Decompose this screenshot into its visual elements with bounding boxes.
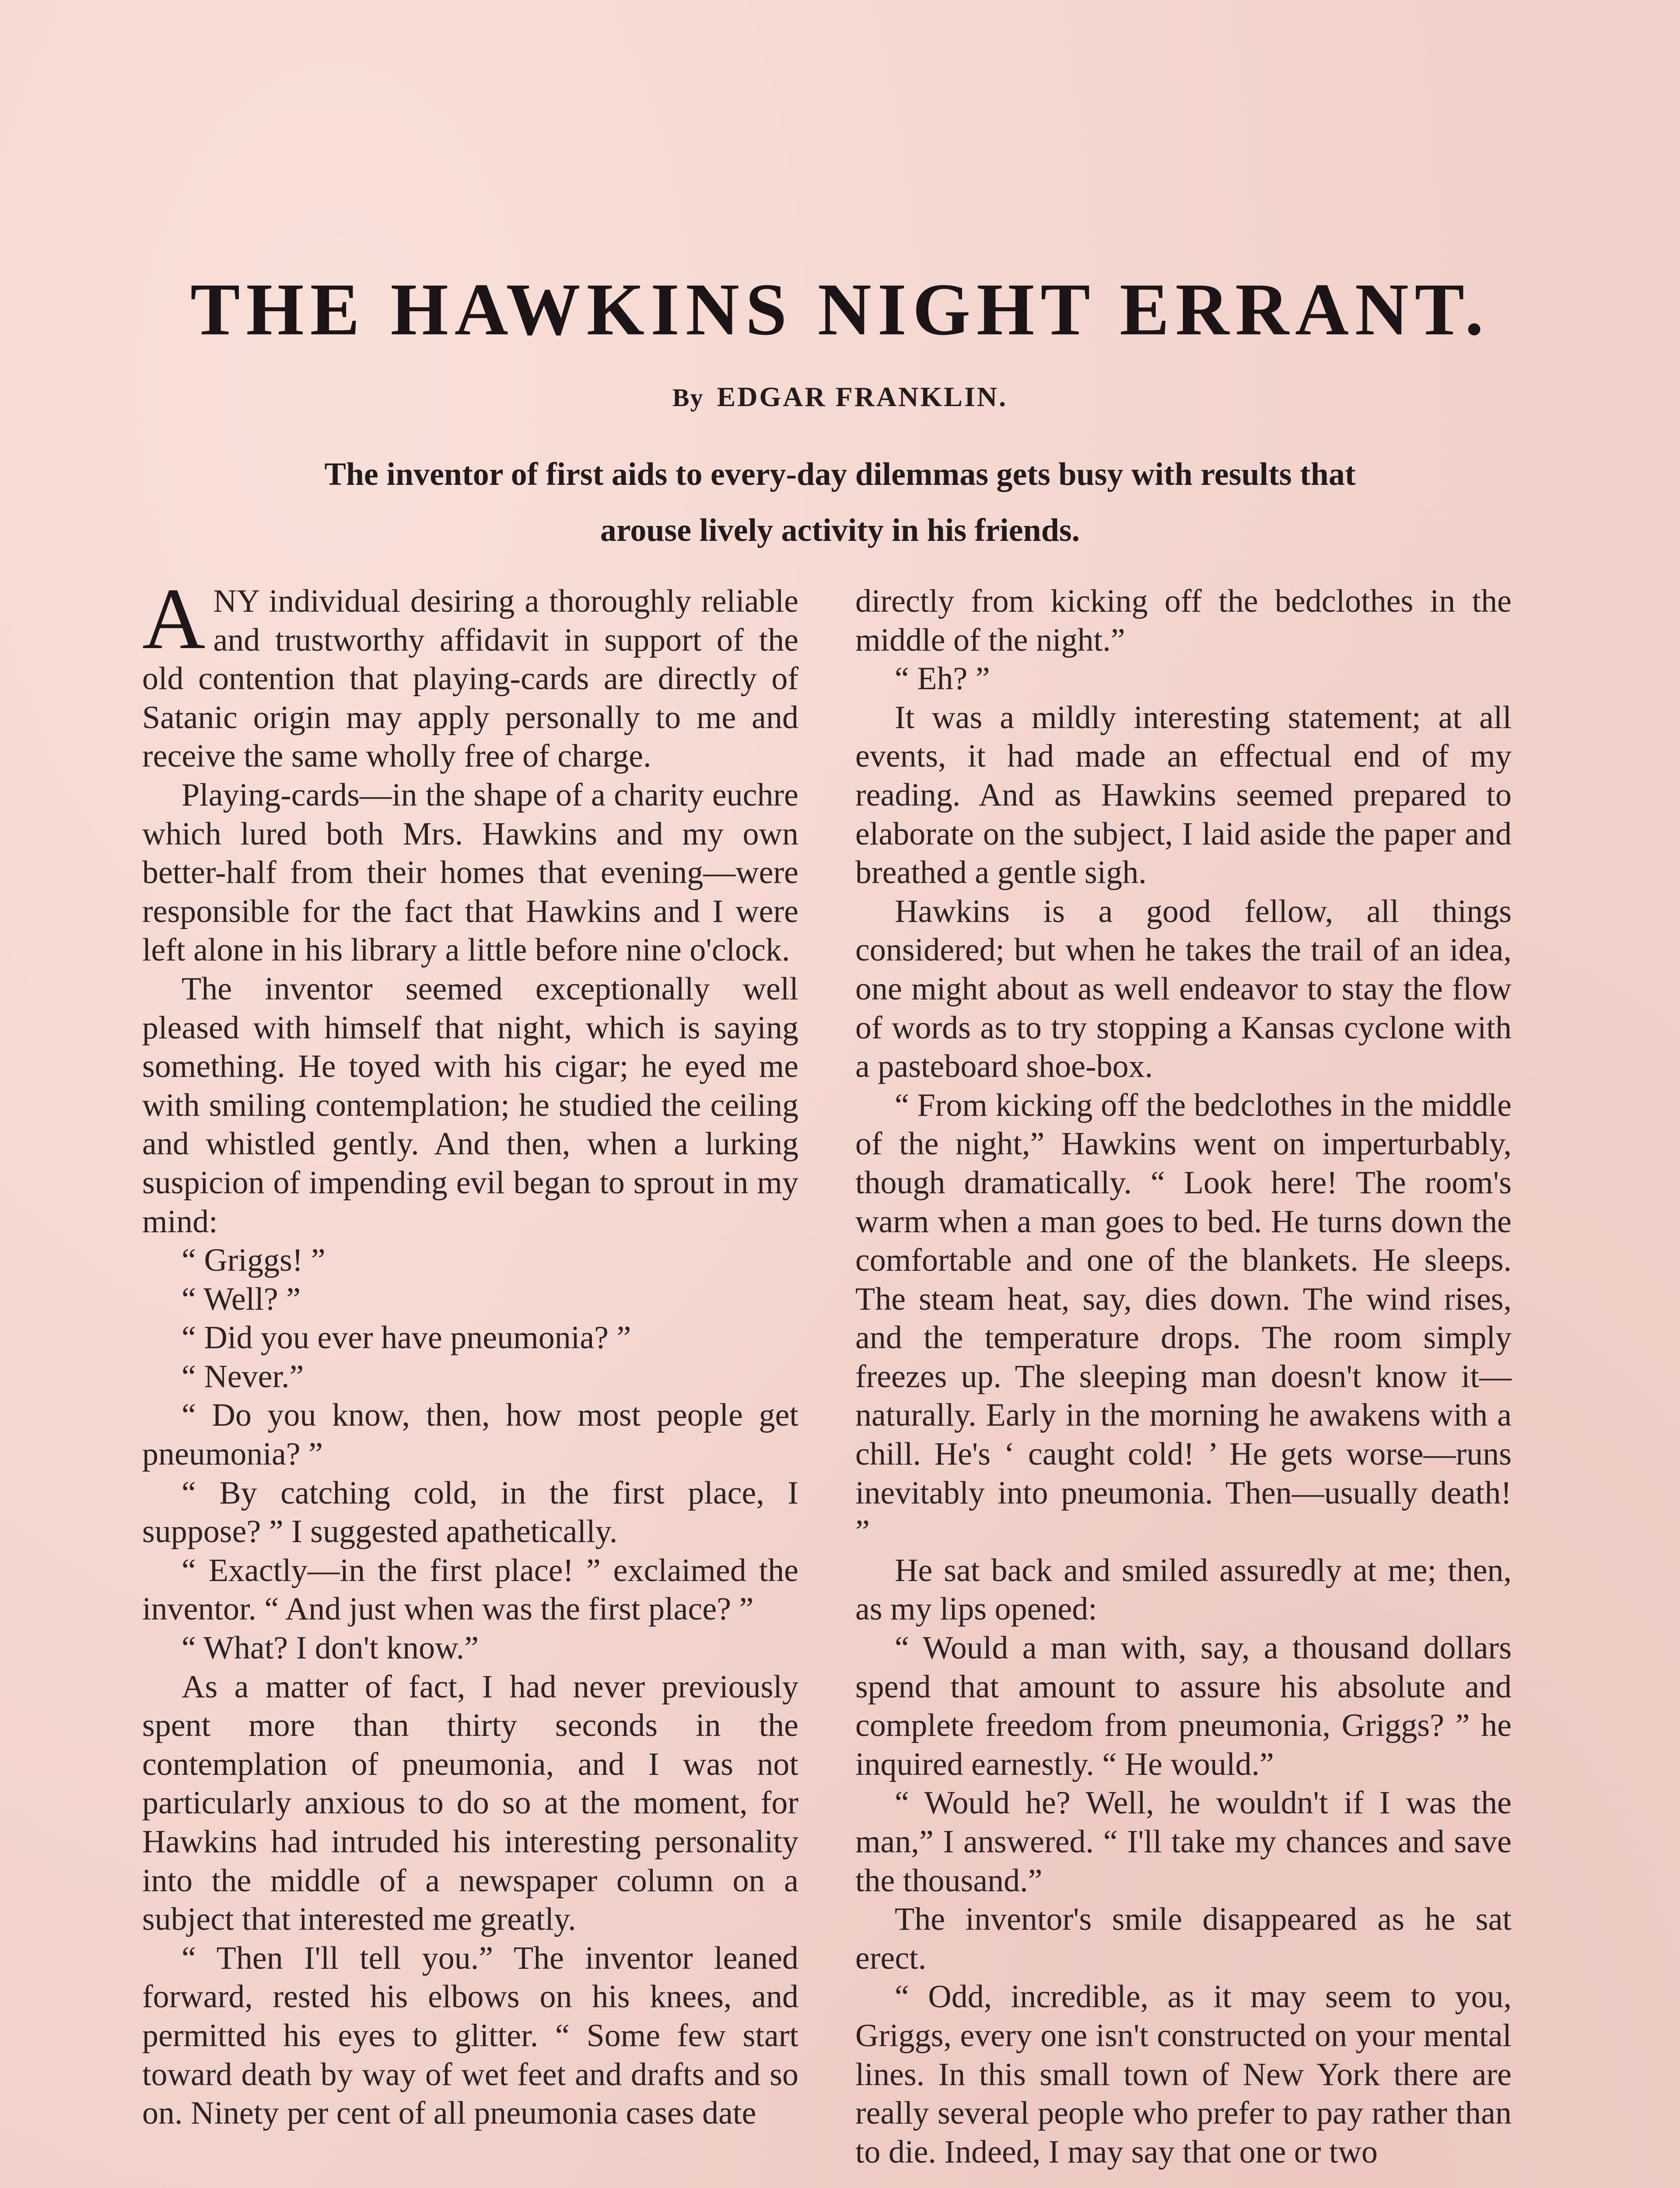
paragraph-text: NY individual desiring a thoroughly reliable and trustworthy affidavit in support of the old contention that playing-cards are directly of Satanic origin may apply personally to me and receive the same wholly free of charge. — [142, 583, 798, 775]
paragraph: “ Then I'll tell you.” The inventor leaned forward, rested his elbows on his knees, and permitted his eyes to glitter. “ Some few start toward death by way of wet feet and drafts and so on. Ninety per cent of all pneumonia cases date — [142, 1940, 798, 2132]
right-column — [855, 582, 1512, 2171]
article-title: THE HAWKINS NIGHT ERRANT. — [190, 268, 1490, 351]
drop-cap: A — [142, 571, 206, 667]
paragraph: “ Do you know, then, how most people get pneumonia? ” — [142, 1397, 798, 1473]
article-subtitle: The inventor of first aids to every-day dilemmas gets busy with results that arouse lively activity in his friends. — [324, 456, 1356, 548]
paragraph: “ By catching cold, in the first place, I suppose? ” I suggested apathetically. — [142, 1475, 798, 1550]
paragraph: “ Never.” — [182, 1358, 304, 1395]
paragraph: “ Would a man with, say, a thousand dollars spend that amount to assure his absolute and complete freedom from pneumonia, Griggs? ” he inquired earnestly. “ He would.” — [855, 1630, 1512, 1782]
author-name: EDGAR FRANKLIN. — [717, 381, 1008, 412]
paragraph: “ What? I don't know.” — [182, 1630, 479, 1666]
paragraph: He sat back and smiled assuredly at me; then, as my lips opened: — [855, 1552, 1512, 1627]
paragraph: “ Eh? ” — [895, 661, 990, 697]
paragraph: directly from kicking off the bedclothes in the middle of the night.” — [855, 583, 1512, 658]
paragraph — [142, 571, 798, 776]
paragraph: “ Well? ” — [182, 1281, 301, 1317]
paragraph: “ Did you ever have pneumonia? ” — [182, 1320, 631, 1356]
paragraph: “ Would he? Well, he wouldn't if I was the man,” I answered. “ I'll take my chances and save the thousand.” — [855, 1785, 1512, 1899]
paragraph: “ From kicking off the bedclothes in the middle of the night,” Hawkins went on imperturbably, though dramatically. “ Look here! The room's warm when a man goes to bed. He turns down the comfortable and one of the blankets. He sleeps. The steam heat, say, dies down. The wind rises, and the temperature drops. The room simply freezes up. The sleeping man doesn't know it—naturally. Early in the morning he awakens with a chill. He's ‘ caught cold! ’ He gets worse—runs inevitably into pneumonia. Then—usually death! ” — [855, 1087, 1512, 1550]
paragraph: “ Exactly—in the first place! ” exclaimed the inventor. “ And just when was the first place? ” — [142, 1552, 798, 1627]
paragraph: Playing-cards—in the shape of a charity euchre which lured both Mrs. Hawkins and my own better-half from their homes that evening—were responsible for the fact that Hawkins and I were left alone in his library a little before nine o'clock. — [142, 777, 798, 968]
paragraph: As a matter of fact, I had never previously spent more than thirty seconds in the contemplation of pneumonia, and I was not particularly anxious to do so at the moment, for Hawkins had intruded his interesting personality into the middle of a newspaper column on a subject that interested me greatly. — [142, 1669, 798, 1938]
paragraph: Hawkins is a good fellow, all things considered; but when he takes the trail of an idea, one might about as well endeavor to stay the flow of words as to try stopping a Kansas cyclone with a pasteboard shoe-box. — [855, 893, 1512, 1085]
paragraph: It was a mildly interesting statement; at all events, it had made an effectual end of my reading. And as Hawkins seemed prepared to elaborate on the subject, I laid aside the paper and breathed a gentle sigh. — [855, 699, 1512, 891]
paragraph: “ Odd, incredible, as it may seem to you, Griggs, every one isn't constructed on your mental lines. In this small town of New York there are really several people who prefer to pay rather than to die. Indeed, I may say that one or two — [855, 1979, 1512, 2170]
left-column — [142, 571, 798, 2133]
paragraph: “ Griggs! ” — [182, 1242, 326, 1279]
paragraph: The inventor's smile disappeared as he sat erect. — [855, 1901, 1512, 1976]
byline — [0, 381, 1680, 413]
paragraph: The inventor seemed exceptionally well pleased with himself that night, which is saying something. He toyed with his cigar; he eyed me with smiling contemplation; he studied the ceiling and whistled gently. And then, when a lurking suspicion of impending evil began to sprout in my mind: — [142, 971, 798, 1240]
byline-prefix: By — [672, 383, 704, 412]
